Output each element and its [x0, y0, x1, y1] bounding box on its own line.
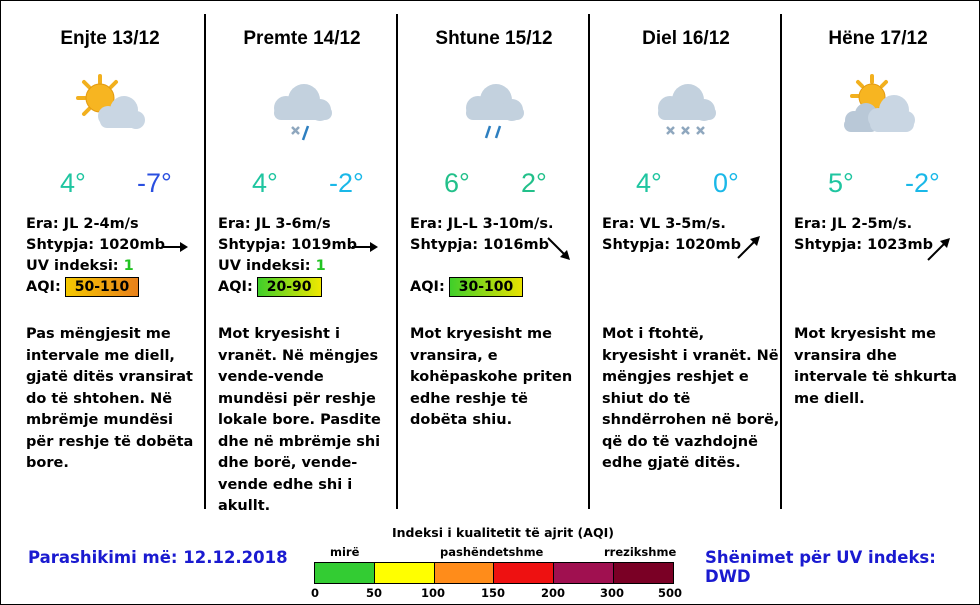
day-column-2: [206, 0, 398, 514]
day-description: Mot kryesisht i vranët. Në mëngjes vende-vende mundësi për reshje lokale bore. Pasdite dhe në mbrëmje shi dhe borë, vende-vende edhe shi i akullt.: [218, 326, 381, 514]
temp-min: -2°: [329, 168, 364, 198]
temp-min: 2°: [521, 168, 547, 198]
pressure-falling-arrow-icon: [544, 234, 574, 264]
aqi-tick-label: 50: [365, 586, 383, 600]
wind-text: Era: JL 2-4m/s: [26, 216, 139, 232]
day-title: Shtune 15/12: [435, 28, 553, 49]
day-column-5: [782, 0, 974, 510]
aqi-scale-segment: [614, 563, 673, 583]
day-info: [602, 214, 741, 256]
pressure-rising-arrow-icon: [924, 234, 954, 264]
pressure-text: Shtypja: 1023mb: [794, 237, 933, 253]
uv-label: UV indeksi:: [26, 258, 119, 274]
day-info: [410, 214, 553, 298]
day-info: [218, 214, 357, 298]
aqi-badge: 50-110: [65, 277, 140, 297]
day-info: [26, 214, 165, 298]
temp-min: -7°: [137, 168, 172, 198]
wind-text: Era: JL-L 3-10m/s.: [410, 216, 554, 232]
uv-label: UV indeksi:: [218, 258, 311, 274]
day-title: Hëne 17/12: [828, 28, 928, 49]
aqi-color-scale: [314, 562, 674, 584]
uv-source-note: Shënimet për UV indeks: DWD: [705, 548, 936, 586]
aqi-category-hazardous: rrezikshme: [604, 545, 677, 559]
uv-value: 1: [315, 258, 326, 274]
sun-behind-cloud-icon: [70, 72, 150, 152]
aqi-scale-segment: [494, 563, 554, 583]
aqi-tick-label: 200: [540, 586, 566, 600]
temp-max: 4°: [252, 168, 278, 198]
uv-index: [26, 256, 165, 277]
aqi-scale-segment: [435, 563, 495, 583]
day-description: Mot i ftohtë, kryesisht i vranët. Në mëngjes reshjet e shiut do të shndërrohen në borë, që do të vazhdojnë edhe gjatë ditës.: [602, 326, 780, 471]
pressure-text: Shtypja: 1019mb: [218, 237, 357, 253]
day-title: Diel 16/12: [642, 28, 730, 49]
aqi-tick-label: 0: [310, 586, 320, 600]
aqi-scale-segment: [315, 563, 375, 583]
pressure-text: Shtypja: 1016mb: [410, 237, 549, 253]
aqi-label: AQI:: [410, 279, 445, 295]
aqi-category-good: mirë: [330, 545, 360, 559]
pressure-steady-arrow-icon: [350, 232, 380, 262]
aqi-legend-title: Indeksi i kualitetit të ajrit (AQI): [392, 525, 614, 540]
temp-min: 0°: [713, 168, 739, 198]
pressure-text: Shtypja: 1020mb: [602, 237, 741, 253]
forecast-date: Parashikimi më: 12.12.2018: [28, 548, 288, 567]
wind-text: Era: JL 3-6m/s: [218, 216, 331, 232]
cloud-snow-icon: [646, 72, 726, 152]
temp-max: 4°: [60, 168, 86, 198]
aqi-badge: 20-90: [257, 277, 322, 297]
aqi-row: [26, 277, 165, 298]
day-description: Pas mëngjesit me intervale me diell, gjatë ditës vransirat do të shtohen. Në mbrëmje mundësi për reshje të dobëta bore.: [26, 326, 194, 471]
aqi-tick-label: 500: [657, 586, 683, 600]
wind-text: Era: VL 3-5m/s.: [602, 216, 726, 232]
day-description: Mot kryesisht me vransira dhe intervale të shkurta me diell.: [794, 326, 957, 407]
temp-min: -2°: [905, 168, 940, 198]
temp-max: 4°: [636, 168, 662, 198]
day-info: [794, 214, 933, 256]
cloud-rain-icon: [454, 72, 534, 152]
aqi-tick-label: 150: [480, 586, 506, 600]
day-column-1: [14, 0, 206, 510]
uv-value: 1: [123, 258, 134, 274]
pressure-text: Shtypja: 1020mb: [26, 237, 165, 253]
temp-max: 5°: [828, 168, 854, 198]
day-column-4: [590, 0, 782, 510]
aqi-tick-label: 300: [599, 586, 625, 600]
aqi-tick-label: 100: [420, 586, 446, 600]
aqi-label: AQI:: [26, 279, 61, 295]
day-title: Premte 14/12: [243, 28, 361, 49]
wind-text: Era: JL 2-5m/s.: [794, 216, 913, 232]
day-description: Mot kryesisht me vransira, e kohëpaskohe priten edhe reshje të dobëta shiu.: [410, 326, 573, 428]
sun-behind-two-clouds-icon: [838, 72, 918, 152]
aqi-category-unhealthy: pashëndetshme: [440, 545, 544, 559]
pressure-rising-arrow-icon: [734, 232, 764, 262]
temp-max: 6°: [444, 168, 470, 198]
aqi-badge: 30-100: [449, 277, 524, 297]
cloud-snow-rain-icon: [262, 72, 342, 152]
day-title: Enjte 13/12: [60, 28, 160, 49]
aqi-row: [218, 277, 357, 298]
uv-index: [218, 256, 357, 277]
uv-index: [410, 256, 553, 277]
day-column-3: [398, 0, 590, 510]
pressure-steady-arrow-icon: [160, 232, 190, 262]
aqi-row: [410, 277, 553, 298]
aqi-label: AQI:: [218, 279, 253, 295]
aqi-scale-segment: [554, 563, 614, 583]
aqi-scale-segment: [375, 563, 435, 583]
